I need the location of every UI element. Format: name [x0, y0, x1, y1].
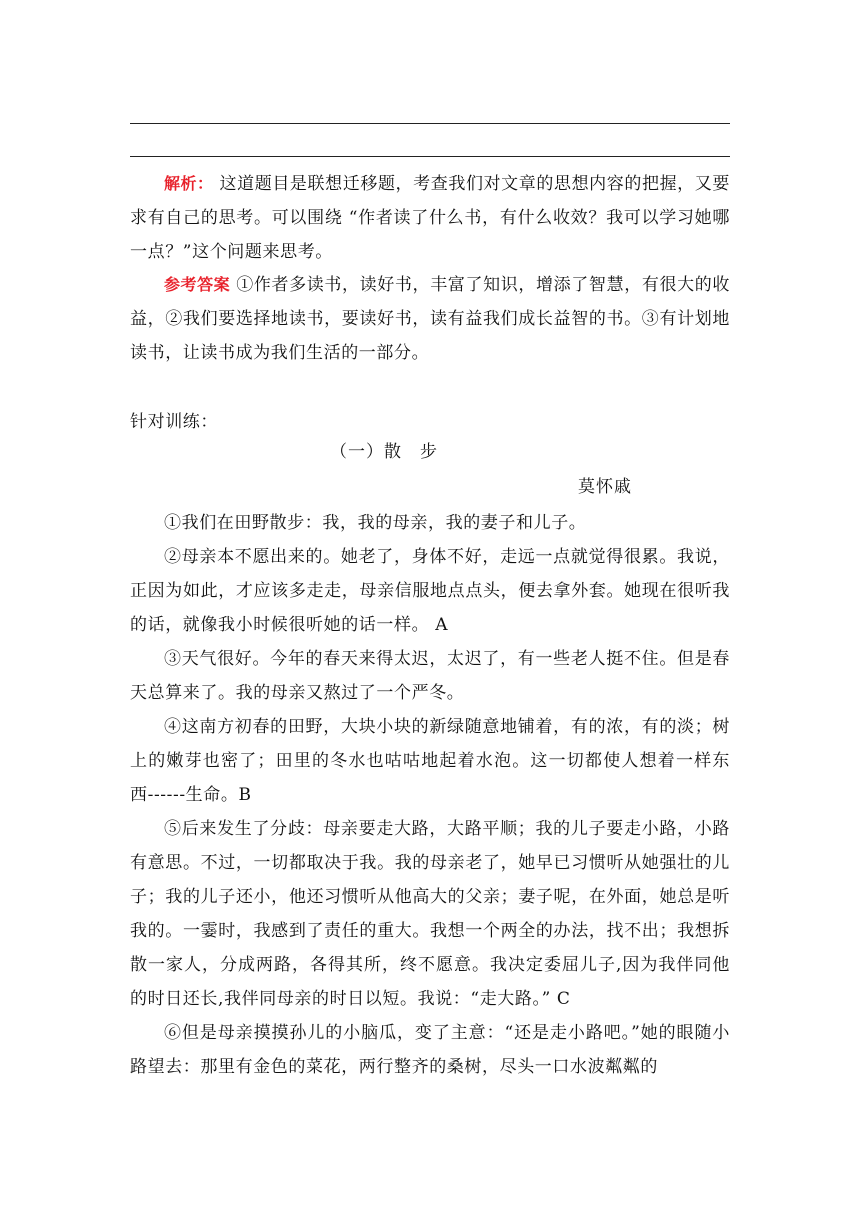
reference-answer-section [130, 268, 730, 370]
practice-heading: 针对训练： [130, 412, 218, 432]
article-title: （一）散 步 [330, 442, 438, 462]
answer-blank-line [130, 123, 730, 124]
answer-blank-line [130, 156, 730, 157]
article-body [130, 506, 730, 1084]
analysis-label: 解析： [164, 174, 214, 193]
article-paragraph: ④这南方初春的田野，大块小块的新绿随意地铺着，有的浓，有的淡；树上的嫩芽也密了；田里的冬水也咕咕地起着水泡。这一切都使人想着一样东西------生命。B [130, 717, 730, 805]
analysis-text: 这道题目是联想迁移题，考查我们对文章的思想内容的把握，又要求有自己的思考。可以围绕 “作者读了什么书，有什么收效？我可以学习她哪一点？”这个问题来思考。 [130, 174, 730, 262]
article-paragraph: ①我们在田野散步：我，我的母亲，我的妻子和儿子。 [164, 513, 587, 533]
article-author: 莫怀戚 [578, 477, 632, 497]
reference-answer-label: 参考答案 [164, 275, 231, 294]
article-paragraph: ⑤后来发生了分歧：母亲要走大路，大路平顺；我的儿子要走小路，小路有意思。不过，一切都取决于我。我的母亲老了，她早已习惯听从她强壮的儿子；我的儿子还小，他还习惯听从他高大的父亲；妻子呢，在外面，她总是听我的。一霎时，我感到了责任的重大。我想一个两全的办法，找不出；我想拆散一家人，分成两路，各得其所，终不愿意。我决定委屈儿子,因为我伴同他的时日还长,我伴同母亲的时日以短。我说：“走大路。” C [130, 819, 730, 1009]
article-paragraph: ⑥但是母亲摸摸孙儿的小脑瓜，变了主意：“还是走小路吧。”她的眼随小路望去：那里有金色的菜花，两行整齐的桑树，尽头一口水波粼粼的 [130, 1023, 730, 1077]
analysis-section [130, 167, 730, 269]
reference-answer-text: ①作者多读书，读好书，丰富了知识，增添了智慧，有很大的收益，②我们要选择地读书，要读好书，读有益我们成长益智的书。③有计划地读书，让读书成为我们生活的一部分。 [130, 275, 730, 363]
article-paragraph: ②母亲本不愿出来的。她老了，身体不好，走远一点就觉得很累。我说，正因为如此，才应该多走走，母亲信服地点点头，便去拿外套。她现在很听我的话，就像我小时候很听她的话一样。 A [130, 547, 730, 635]
article-paragraph: ③天气很好。今年的春天来得太迟，太迟了，有一些老人挺不住。但是春天总算来了。我的母亲又熬过了一个严冬。 [130, 649, 730, 703]
